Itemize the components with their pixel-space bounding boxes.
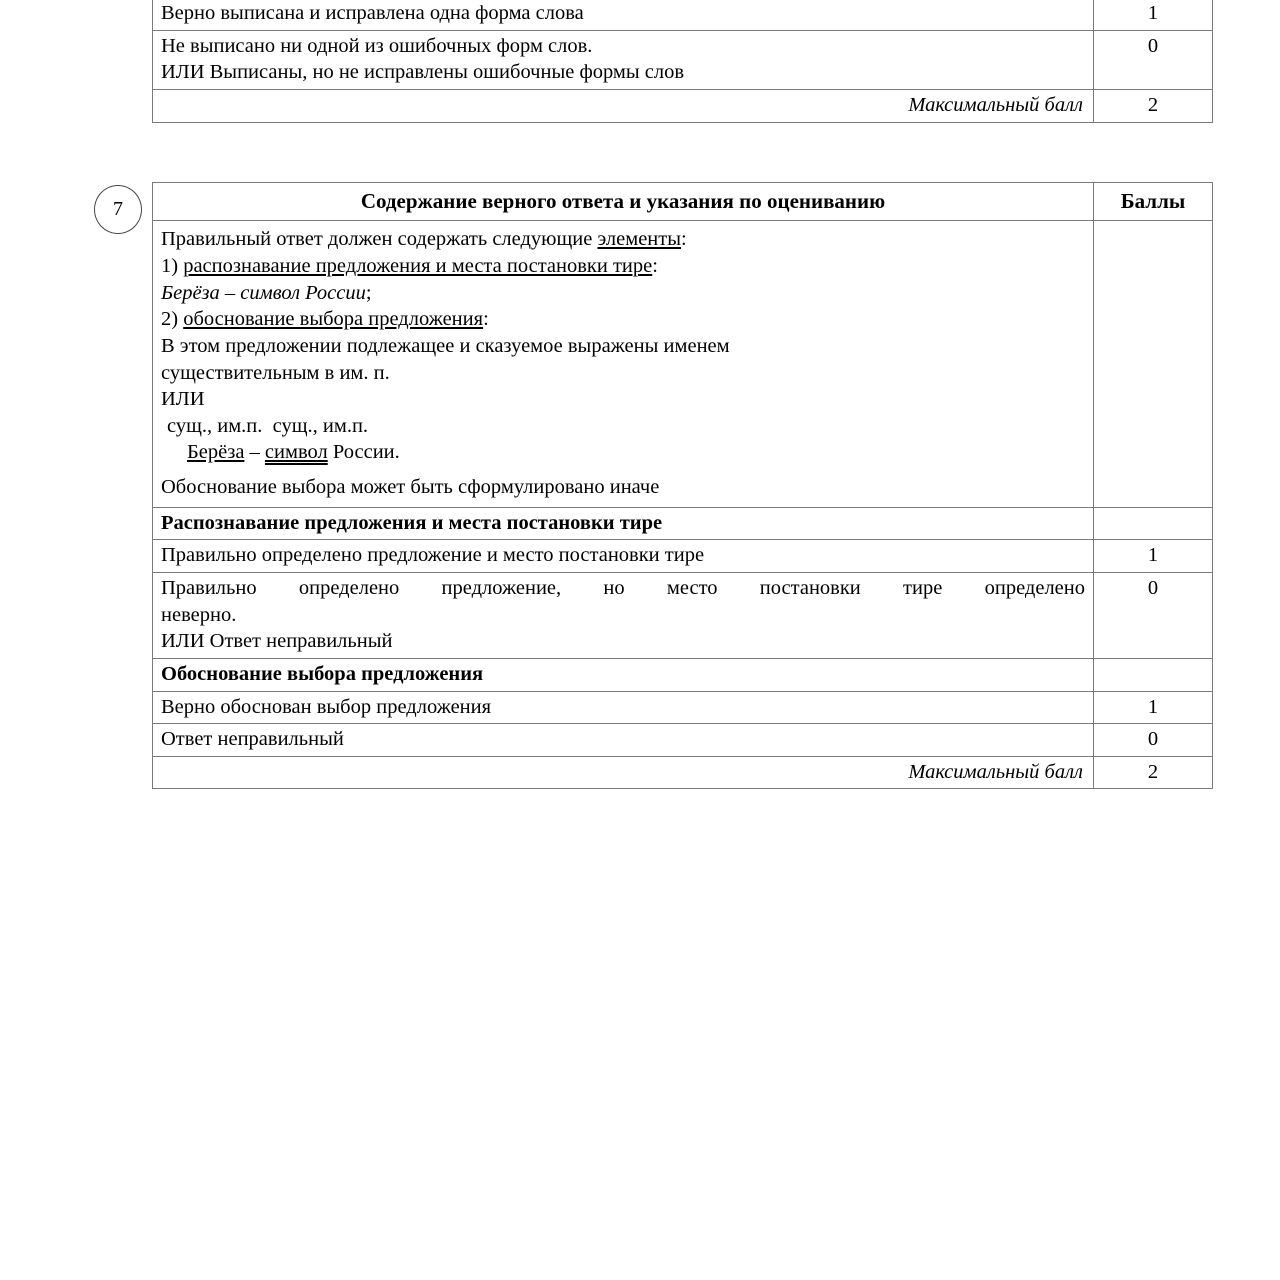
section-heading-recognition: Распознавание предложения и места постановки тире	[153, 507, 1094, 540]
justification-line-1: В этом предложении подлежащее и сказуемое выражены именем	[161, 334, 730, 357]
item-1-line	[161, 253, 1085, 280]
table-row	[153, 572, 1213, 658]
score-cell: 1	[1094, 540, 1213, 573]
content-spacer	[161, 466, 1085, 474]
criteria-line: неверно.	[161, 603, 237, 626]
table-row	[153, 0, 1213, 30]
criteria-cell	[153, 30, 1094, 89]
criteria-cell: Правильно определено предложение и место постановки тире	[153, 540, 1094, 573]
section-heading-score-cell	[1094, 507, 1213, 540]
item-1-suffix: :	[652, 254, 658, 277]
task-number-label: 7	[113, 198, 123, 220]
table-row-section-heading	[153, 658, 1213, 691]
max-score-value: 2	[1094, 756, 1213, 789]
scheme-rest: России.	[327, 441, 400, 464]
section-heading-justification: Обоснование выбора предложения	[153, 658, 1094, 691]
answer-content-score-cell	[1094, 221, 1213, 507]
item-2-number: 2)	[161, 308, 184, 331]
max-score-value: 2	[1094, 89, 1213, 122]
header-criteria: Содержание верного ответа и указания по оцениванию	[153, 183, 1094, 221]
item-1-number: 1)	[161, 254, 184, 277]
justification-line-2: существительным в им. п.	[161, 361, 390, 384]
max-score-label: Максимальный балл	[153, 89, 1094, 122]
scheme-part-labels: сущ., им.п. сущ., им.п.	[167, 414, 369, 437]
answer-content-cell	[153, 221, 1094, 507]
item-2-underlined: обоснование выбора предложения	[183, 308, 484, 331]
table-row-max-score	[153, 89, 1213, 122]
criteria-table-task-7	[152, 182, 1213, 789]
item-2-line	[161, 306, 1085, 333]
criteria-line: ИЛИ Выписаны, но не исправлены ошибочные формы слов	[161, 61, 685, 84]
criteria-cell: Верно обоснован выбор предложения	[153, 691, 1094, 724]
header-points: Баллы	[1094, 183, 1213, 221]
max-score-label: Максимальный балл	[153, 756, 1094, 789]
example-semicolon: ;	[365, 281, 372, 304]
table-row	[153, 540, 1213, 573]
criteria-line: ИЛИ Ответ неправильный	[161, 630, 393, 653]
scheme-dash: –	[244, 441, 265, 464]
score-cell: 0	[1094, 724, 1213, 757]
example-sentence-line	[161, 280, 1085, 307]
score-cell: 1	[1094, 0, 1213, 30]
score-cell: 0	[1094, 572, 1213, 658]
alternative-label: ИЛИ	[161, 388, 205, 411]
score-cell: 0	[1094, 30, 1213, 89]
table-row	[153, 724, 1213, 757]
criteria-line: Не выписано ни одной из ошибочных форм слов.	[161, 34, 593, 57]
criteria-table-previous-task	[152, 0, 1213, 123]
scheme-subject: Берёза	[187, 441, 245, 464]
intro-prefix: Правильный ответ должен содержать следующие	[161, 228, 598, 251]
intro-suffix: :	[681, 228, 687, 251]
criteria-line: Правильно определено предложение, но место постановки тире определено	[161, 576, 1085, 599]
item-1-underlined: распознавание предложения и места постановки тире	[183, 254, 653, 277]
item-2-suffix: :	[483, 308, 489, 331]
score-cell: 1	[1094, 691, 1213, 724]
criteria-cell: Ответ неправильный	[153, 724, 1094, 757]
intro-line	[161, 226, 1085, 253]
table-row	[153, 691, 1213, 724]
table-row-max-score	[153, 756, 1213, 789]
scheme-predicate: символ	[264, 441, 328, 464]
table-row-answer-content	[153, 221, 1213, 507]
table-row-section-heading	[153, 507, 1213, 540]
criteria-cell: Верно выписана и исправлена одна форма слова	[153, 0, 1094, 30]
section-heading-score-cell	[1094, 658, 1213, 691]
table-header-row	[153, 183, 1213, 221]
criteria-cell	[153, 572, 1094, 658]
intro-underlined: элементы	[597, 228, 682, 251]
example-sentence: Берёза – символ России	[161, 281, 366, 304]
table-row	[153, 30, 1213, 89]
task-number-badge	[94, 185, 142, 234]
content-note: Обоснование выбора может быть сформулировано иначе	[161, 476, 660, 499]
scheme-sentence	[161, 439, 1085, 466]
